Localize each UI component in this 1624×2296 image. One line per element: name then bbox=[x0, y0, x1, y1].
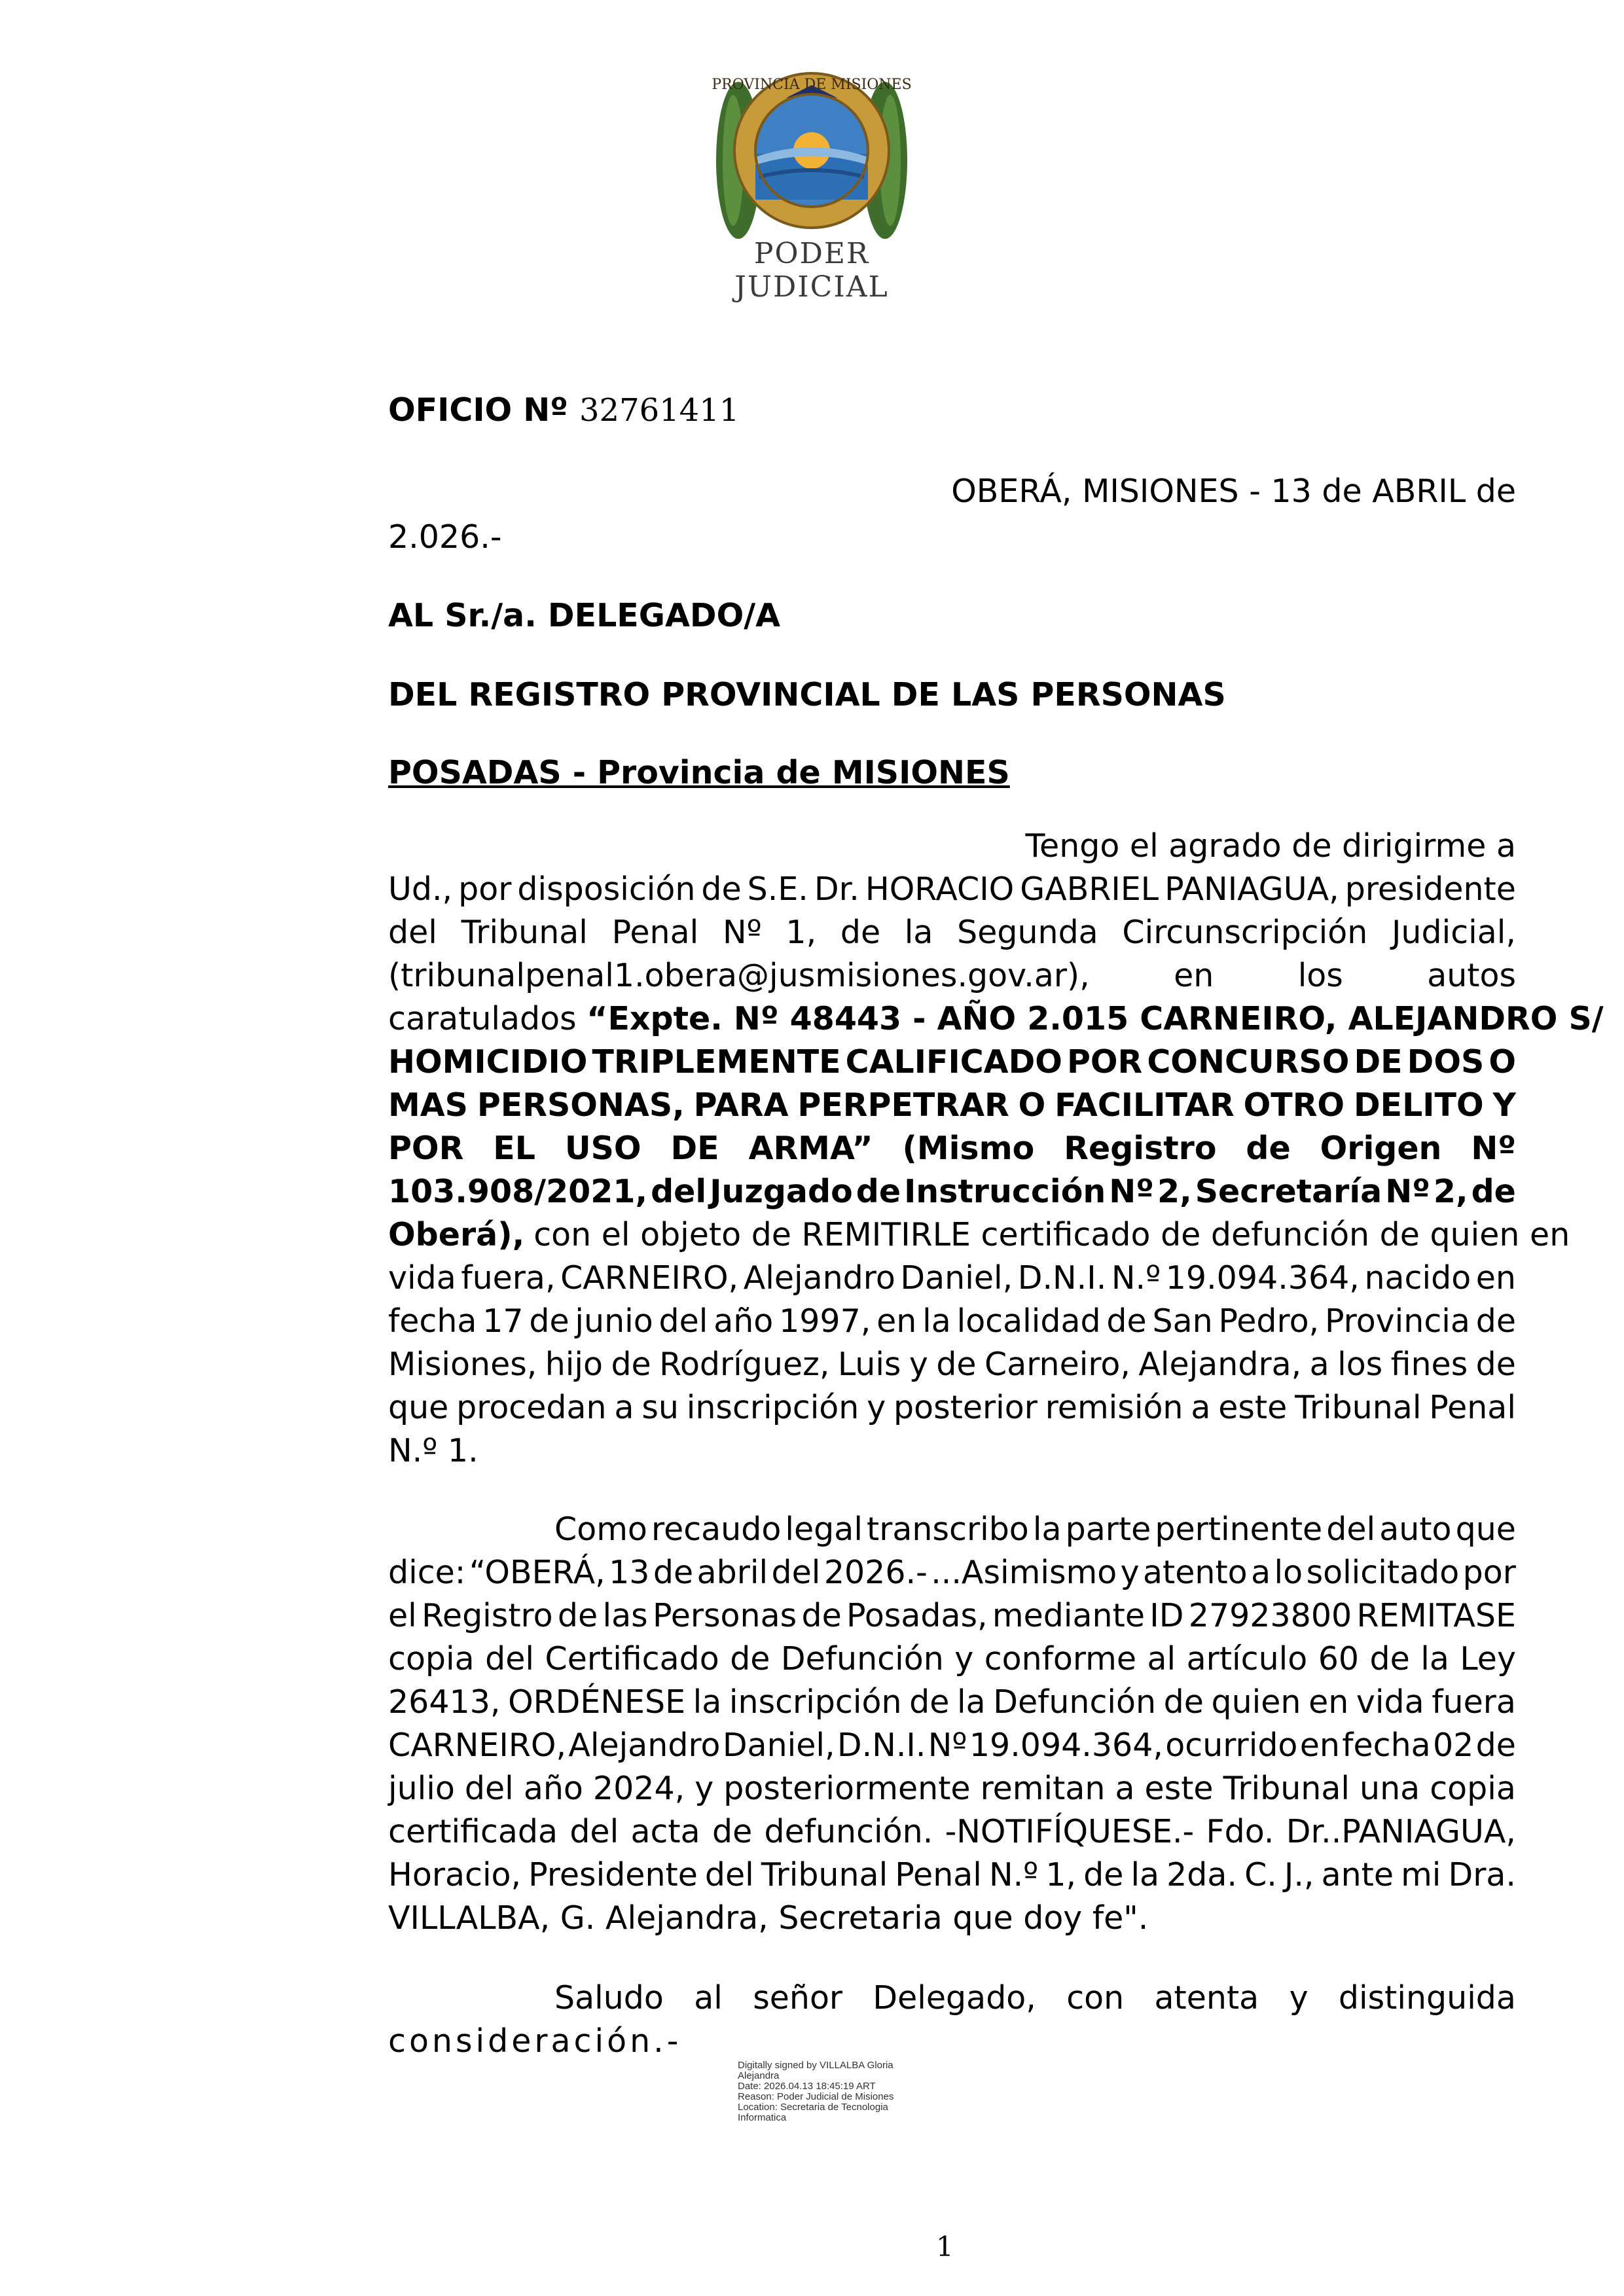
body-line bbox=[388, 1391, 1516, 1424]
word: atenta bbox=[1154, 1979, 1259, 2017]
word: la bbox=[1130, 1856, 1160, 1893]
word: y bbox=[1120, 1554, 1140, 1591]
word: defunción. bbox=[764, 1813, 933, 1850]
word: los bbox=[1337, 1346, 1383, 1383]
word: N.º bbox=[1111, 1259, 1161, 1297]
word: de bbox=[1369, 1640, 1410, 1677]
word: este bbox=[1144, 1770, 1214, 1807]
word: de bbox=[840, 914, 881, 951]
word: recaudo bbox=[651, 1511, 782, 1548]
body-line bbox=[388, 1813, 1516, 1850]
word: del bbox=[1326, 1511, 1376, 1548]
word: CARNEIRO, bbox=[388, 1727, 567, 1764]
word: 2, bbox=[1157, 1173, 1192, 1210]
date-year: 2.026.- bbox=[388, 518, 502, 556]
word: con bbox=[1066, 1979, 1125, 2017]
word: la bbox=[693, 1683, 722, 1721]
word: 2, bbox=[1433, 1173, 1468, 1210]
word: copia bbox=[1430, 1770, 1516, 1807]
word: de bbox=[909, 1683, 950, 1721]
word: Ud., bbox=[388, 870, 453, 908]
word: D.N.I. bbox=[1017, 1259, 1107, 1297]
word: 1997, bbox=[779, 1302, 871, 1340]
word: ocurrido bbox=[1165, 1727, 1298, 1764]
body-line: VILLALBA, G. Alejandra, Secretaria que doy fe". bbox=[388, 1899, 1149, 1937]
svg-text:PROVINCIA DE MISIONES: PROVINCIA DE MISIONES bbox=[712, 77, 912, 93]
word: Alejandro bbox=[743, 1259, 895, 1297]
word: Penal bbox=[611, 914, 699, 951]
word: del bbox=[771, 1554, 821, 1591]
word: parte bbox=[1065, 1511, 1151, 1548]
word: de bbox=[557, 1597, 598, 1634]
word: mediante bbox=[992, 1597, 1145, 1634]
word: ORDÉNESE bbox=[508, 1683, 686, 1721]
word: PERSONAS, bbox=[477, 1086, 685, 1124]
word: los bbox=[1297, 957, 1343, 994]
word: a bbox=[1191, 1389, 1211, 1426]
word: atento bbox=[1143, 1554, 1248, 1591]
word: Penal bbox=[1429, 1389, 1516, 1426]
body-line bbox=[388, 1683, 1516, 1721]
word: Dr. bbox=[814, 870, 859, 908]
word: DE bbox=[1354, 1043, 1403, 1081]
word: “OBERÁ, bbox=[469, 1554, 605, 1591]
word: posterior bbox=[893, 1389, 1038, 1426]
word: al bbox=[1147, 1640, 1176, 1677]
word: pertinente bbox=[1155, 1511, 1323, 1548]
word: PERPETRAR bbox=[797, 1086, 1009, 1124]
word: remisión bbox=[1045, 1389, 1183, 1426]
word: presidente bbox=[1344, 870, 1516, 908]
word: junio bbox=[575, 1302, 653, 1340]
word: Dr..PANIAGUA, bbox=[1286, 1813, 1516, 1850]
word: 19.094.364, bbox=[969, 1727, 1163, 1764]
word: en bbox=[1308, 1683, 1349, 1721]
word: certificada bbox=[388, 1813, 558, 1850]
word: GABRIEL bbox=[1020, 870, 1159, 908]
body-line: Tengo el agrado de dirigirme a bbox=[1025, 827, 1516, 865]
word: al bbox=[694, 1979, 723, 2017]
word: quien bbox=[1211, 1683, 1301, 1721]
word: 19.094.364, bbox=[1165, 1259, 1360, 1297]
word: Secretaría bbox=[1195, 1173, 1382, 1210]
word: J., bbox=[1284, 1856, 1314, 1893]
body-line bbox=[388, 914, 1516, 951]
word: inscripción bbox=[686, 1389, 859, 1426]
word: el bbox=[388, 1597, 417, 1634]
closing-line bbox=[388, 1979, 1516, 2017]
case-title-line bbox=[388, 1130, 1516, 1167]
word: de bbox=[856, 1173, 901, 1210]
word: C. bbox=[1244, 1856, 1277, 1893]
word: lo bbox=[1274, 1554, 1303, 1591]
word: Tribunal bbox=[1223, 1770, 1350, 1807]
word: San bbox=[1152, 1302, 1213, 1340]
word: Tribunal bbox=[461, 914, 588, 951]
word: (Mismo bbox=[902, 1130, 1035, 1167]
word: de bbox=[1246, 1130, 1291, 1167]
word: DELITO bbox=[1353, 1086, 1484, 1124]
word: EL bbox=[493, 1130, 535, 1167]
word: localidad bbox=[956, 1302, 1101, 1340]
word: auto bbox=[1379, 1511, 1452, 1548]
word: que bbox=[388, 1389, 449, 1426]
word: Alejandro bbox=[568, 1727, 721, 1764]
word: Delegado, bbox=[873, 1979, 1036, 2017]
body-line bbox=[388, 1640, 1516, 1677]
recipient-line-2: DEL REGISTRO PROVINCIAL DE LAS PERSONAS bbox=[388, 676, 1226, 713]
word: de bbox=[801, 1597, 842, 1634]
word: ARMA” bbox=[748, 1130, 873, 1167]
word: la bbox=[1032, 1511, 1062, 1548]
word: en bbox=[1475, 1259, 1516, 1297]
word: del bbox=[569, 1813, 619, 1850]
word: fuera bbox=[1432, 1683, 1516, 1721]
word: a bbox=[1115, 1770, 1135, 1807]
word: año bbox=[523, 1770, 583, 1807]
word: Registro bbox=[1064, 1130, 1217, 1167]
word: una bbox=[1360, 1770, 1420, 1807]
word: y bbox=[867, 1389, 886, 1426]
word: fines bbox=[1390, 1346, 1468, 1383]
word: DOS bbox=[1407, 1043, 1485, 1081]
word: Carneiro, bbox=[984, 1346, 1130, 1383]
word: señor bbox=[753, 1979, 843, 2017]
word: Juzgado bbox=[710, 1173, 853, 1210]
word: 1, bbox=[785, 914, 817, 951]
case-title-line bbox=[388, 1086, 1516, 1124]
word: vida bbox=[388, 1259, 456, 1297]
word: ...Asimismo bbox=[931, 1554, 1117, 1591]
word: copia bbox=[388, 1640, 475, 1677]
date-line: OBERÁ, MISIONES - 13 de ABRIL de bbox=[951, 473, 1516, 510]
word: solicitado bbox=[1306, 1554, 1460, 1591]
word: Circunscripción bbox=[1122, 914, 1368, 951]
word: artículo bbox=[1186, 1640, 1308, 1677]
word: Rodríguez, bbox=[659, 1346, 830, 1383]
word: OTRO bbox=[1243, 1086, 1345, 1124]
word: Defunción bbox=[993, 1683, 1157, 1721]
word: autos bbox=[1427, 957, 1516, 994]
word: Instrucción bbox=[904, 1173, 1106, 1210]
word: N.º bbox=[988, 1856, 1039, 1893]
word: del bbox=[651, 1173, 707, 1210]
word: las bbox=[602, 1597, 648, 1634]
oficio-label: OFICIO Nº bbox=[388, 391, 568, 429]
word: 17 bbox=[482, 1302, 524, 1340]
word: posteriormente bbox=[723, 1770, 971, 1807]
word: del bbox=[704, 1856, 754, 1893]
word: O bbox=[1489, 1043, 1516, 1081]
body-line bbox=[388, 1554, 1516, 1591]
word: en bbox=[876, 1302, 917, 1340]
body-line bbox=[388, 1302, 1516, 1340]
word: su bbox=[641, 1389, 679, 1426]
word: MAS bbox=[388, 1086, 468, 1124]
oficio-heading bbox=[388, 391, 739, 429]
word: del bbox=[388, 914, 437, 951]
word: 02 bbox=[1432, 1727, 1474, 1764]
page-number: 1 bbox=[936, 2231, 954, 2263]
body-line bbox=[388, 1597, 1516, 1634]
word: dice: bbox=[388, 1554, 466, 1591]
word: 26413, bbox=[388, 1683, 501, 1721]
body-line bbox=[388, 1770, 1516, 1807]
digital-signature: Digitally signed by VILLALBA Gloria Alejandra Date: 2026.04.13 18:45:19 ART Reason: Poder Judicial de Misiones Location: Secretaria de Tecnologia Informatica bbox=[738, 2060, 894, 2123]
body-line bbox=[388, 1259, 1516, 1297]
word: CALIFICADO bbox=[845, 1043, 1062, 1081]
word: 2024, bbox=[592, 1770, 685, 1807]
word: Tribunal bbox=[761, 1856, 888, 1893]
word: Fdo. bbox=[1206, 1813, 1274, 1850]
word: CARNEIRO, bbox=[560, 1259, 739, 1297]
word: PANIAGUA, bbox=[1164, 870, 1339, 908]
closing-line: consideración.- bbox=[388, 2022, 682, 2060]
word: abril bbox=[696, 1554, 768, 1591]
case-title: “Expte. Nº 48443 - AÑO 2.015 CARNEIRO, ALEJANDRO S/ bbox=[586, 1000, 1604, 1037]
word: mi bbox=[1401, 1856, 1441, 1893]
word: Penal bbox=[895, 1856, 982, 1893]
word: de bbox=[1163, 1683, 1204, 1721]
word: PARA bbox=[693, 1086, 789, 1124]
word: 60 bbox=[1318, 1640, 1360, 1677]
word: julio bbox=[388, 1770, 455, 1807]
word: este bbox=[1218, 1389, 1288, 1426]
word: la bbox=[1420, 1640, 1449, 1677]
word: Daniel, bbox=[900, 1259, 1013, 1297]
word: POR bbox=[1066, 1043, 1143, 1081]
word: Registro bbox=[422, 1597, 553, 1634]
body-line: Oberá), con el objeto de REMITIRLE certificado de defunción de quien en bbox=[388, 1216, 1570, 1253]
word: de bbox=[611, 1346, 651, 1383]
word: Provincia bbox=[1324, 1302, 1470, 1340]
word: HOMICIDIO bbox=[388, 1043, 588, 1081]
recipient-line-3: POSADAS - Provincia de MISIONES bbox=[388, 754, 1010, 791]
word: de bbox=[730, 1640, 770, 1677]
word: Dra. bbox=[1448, 1856, 1516, 1893]
word: en bbox=[1299, 1727, 1340, 1764]
word: por bbox=[458, 870, 512, 908]
word: que bbox=[1455, 1511, 1516, 1548]
word: de bbox=[529, 1302, 569, 1340]
word: la bbox=[904, 914, 933, 951]
word: D.N.I. bbox=[837, 1727, 926, 1764]
word: Pedro, bbox=[1218, 1302, 1320, 1340]
body-line bbox=[388, 870, 1516, 908]
word: Nº bbox=[1385, 1173, 1430, 1210]
word: Certificado bbox=[545, 1640, 719, 1677]
word: Judicial, bbox=[1391, 914, 1516, 951]
word: 13 bbox=[609, 1554, 650, 1591]
word: disposición bbox=[517, 870, 696, 908]
word: TRIPLEMENTE bbox=[592, 1043, 841, 1081]
word: a bbox=[1309, 1346, 1329, 1383]
word: de bbox=[936, 1346, 977, 1383]
word: Ley bbox=[1460, 1640, 1516, 1677]
case-title-line bbox=[388, 1175, 1516, 1208]
word: 103.908/2021, bbox=[388, 1173, 648, 1210]
word: del bbox=[485, 1640, 535, 1677]
word: HORACIO bbox=[865, 870, 1015, 908]
word: 2da. bbox=[1166, 1856, 1238, 1893]
word: y bbox=[909, 1346, 928, 1383]
word: Nº bbox=[722, 914, 762, 951]
word: Tribunal bbox=[1295, 1389, 1422, 1426]
word: año bbox=[713, 1302, 774, 1340]
word: Nº bbox=[1471, 1130, 1516, 1167]
word: Personas bbox=[652, 1597, 797, 1634]
word: de bbox=[1475, 1346, 1516, 1383]
word: en bbox=[1174, 957, 1214, 994]
word: FACILITAR bbox=[1055, 1086, 1235, 1124]
word: POR bbox=[388, 1130, 464, 1167]
word: procedan bbox=[456, 1389, 607, 1426]
word: fuera, bbox=[461, 1259, 556, 1297]
word: inscripción bbox=[729, 1683, 902, 1721]
word: O bbox=[1018, 1086, 1046, 1124]
word: legal bbox=[785, 1511, 863, 1548]
word: Defunción bbox=[780, 1640, 944, 1677]
word: Segunda bbox=[957, 914, 1098, 951]
word: del bbox=[659, 1302, 708, 1340]
body-line bbox=[388, 1511, 1516, 1548]
body-line bbox=[388, 1856, 1516, 1893]
word: transcribo bbox=[867, 1511, 1029, 1548]
word: Daniel, bbox=[722, 1727, 835, 1764]
word: USO bbox=[564, 1130, 641, 1167]
word: ID bbox=[1149, 1597, 1184, 1634]
word: -NOTIFÍQUESE.- bbox=[945, 1813, 1195, 1850]
recipient-line-1: AL Sr./a. DELEGADO/A bbox=[388, 597, 781, 634]
word: S.E. bbox=[747, 870, 808, 908]
body-line: caratulados “Expte. Nº 48443 - AÑO 2.015 CARNEIRO, ALEJANDRO S/ bbox=[388, 1000, 1604, 1037]
case-title-line bbox=[388, 1043, 1516, 1081]
word: Y bbox=[1492, 1086, 1516, 1124]
word: por bbox=[1462, 1554, 1516, 1591]
word: y bbox=[1289, 1979, 1308, 2017]
word: acta bbox=[630, 1813, 700, 1850]
institution-name: PODER JUDICIAL bbox=[734, 237, 889, 304]
word: de bbox=[1106, 1302, 1147, 1340]
word: de bbox=[1471, 1173, 1516, 1210]
word: de bbox=[712, 1813, 753, 1850]
word: Origen bbox=[1320, 1130, 1442, 1167]
word: fecha bbox=[388, 1302, 477, 1340]
word: 27923800 bbox=[1188, 1597, 1352, 1634]
word: Nº bbox=[928, 1727, 967, 1764]
word: de bbox=[1083, 1856, 1124, 1893]
word: Presidente bbox=[528, 1856, 698, 1893]
word: hijo bbox=[545, 1346, 604, 1383]
word: Como bbox=[554, 1511, 647, 1548]
word: de bbox=[1475, 1302, 1516, 1340]
word: a bbox=[614, 1389, 634, 1426]
word: 1, bbox=[1045, 1856, 1077, 1893]
word: ante bbox=[1321, 1856, 1394, 1893]
word: de bbox=[653, 1554, 694, 1591]
word: y bbox=[954, 1640, 974, 1677]
word: de bbox=[701, 870, 742, 908]
body-line bbox=[388, 1727, 1516, 1764]
word: 2026.- bbox=[823, 1554, 928, 1591]
word: Horacio, bbox=[388, 1856, 522, 1893]
word: DE bbox=[670, 1130, 719, 1167]
word: Luis bbox=[837, 1346, 901, 1383]
body-line: N.º 1. bbox=[388, 1432, 478, 1469]
word: remitan bbox=[980, 1770, 1106, 1807]
word: nacido bbox=[1364, 1259, 1471, 1297]
word: Nº bbox=[1109, 1173, 1154, 1210]
word: de bbox=[1475, 1727, 1516, 1764]
word: Saludo bbox=[554, 1979, 664, 2017]
word: la bbox=[922, 1302, 951, 1340]
word: Posadas, bbox=[846, 1597, 988, 1634]
word: a bbox=[1251, 1554, 1271, 1591]
word: fecha bbox=[1342, 1727, 1431, 1764]
word: Alejandra, bbox=[1138, 1346, 1302, 1383]
body-line bbox=[388, 1346, 1516, 1383]
word: la bbox=[956, 1683, 986, 1721]
body-line bbox=[388, 957, 1516, 994]
word: CONCURSO bbox=[1147, 1043, 1350, 1081]
word: distinguida bbox=[1338, 1979, 1516, 2017]
word: vida bbox=[1356, 1683, 1424, 1721]
word: del bbox=[464, 1770, 514, 1807]
word: y bbox=[695, 1770, 714, 1807]
word: REMITASE bbox=[1356, 1597, 1516, 1634]
word: conforme bbox=[984, 1640, 1137, 1677]
oficio-number: 32761411 bbox=[579, 392, 740, 429]
word: Misiones, bbox=[388, 1346, 537, 1383]
word: (tribunalpenal1.obera@jusmisiones.gov.ar), bbox=[388, 957, 1090, 994]
